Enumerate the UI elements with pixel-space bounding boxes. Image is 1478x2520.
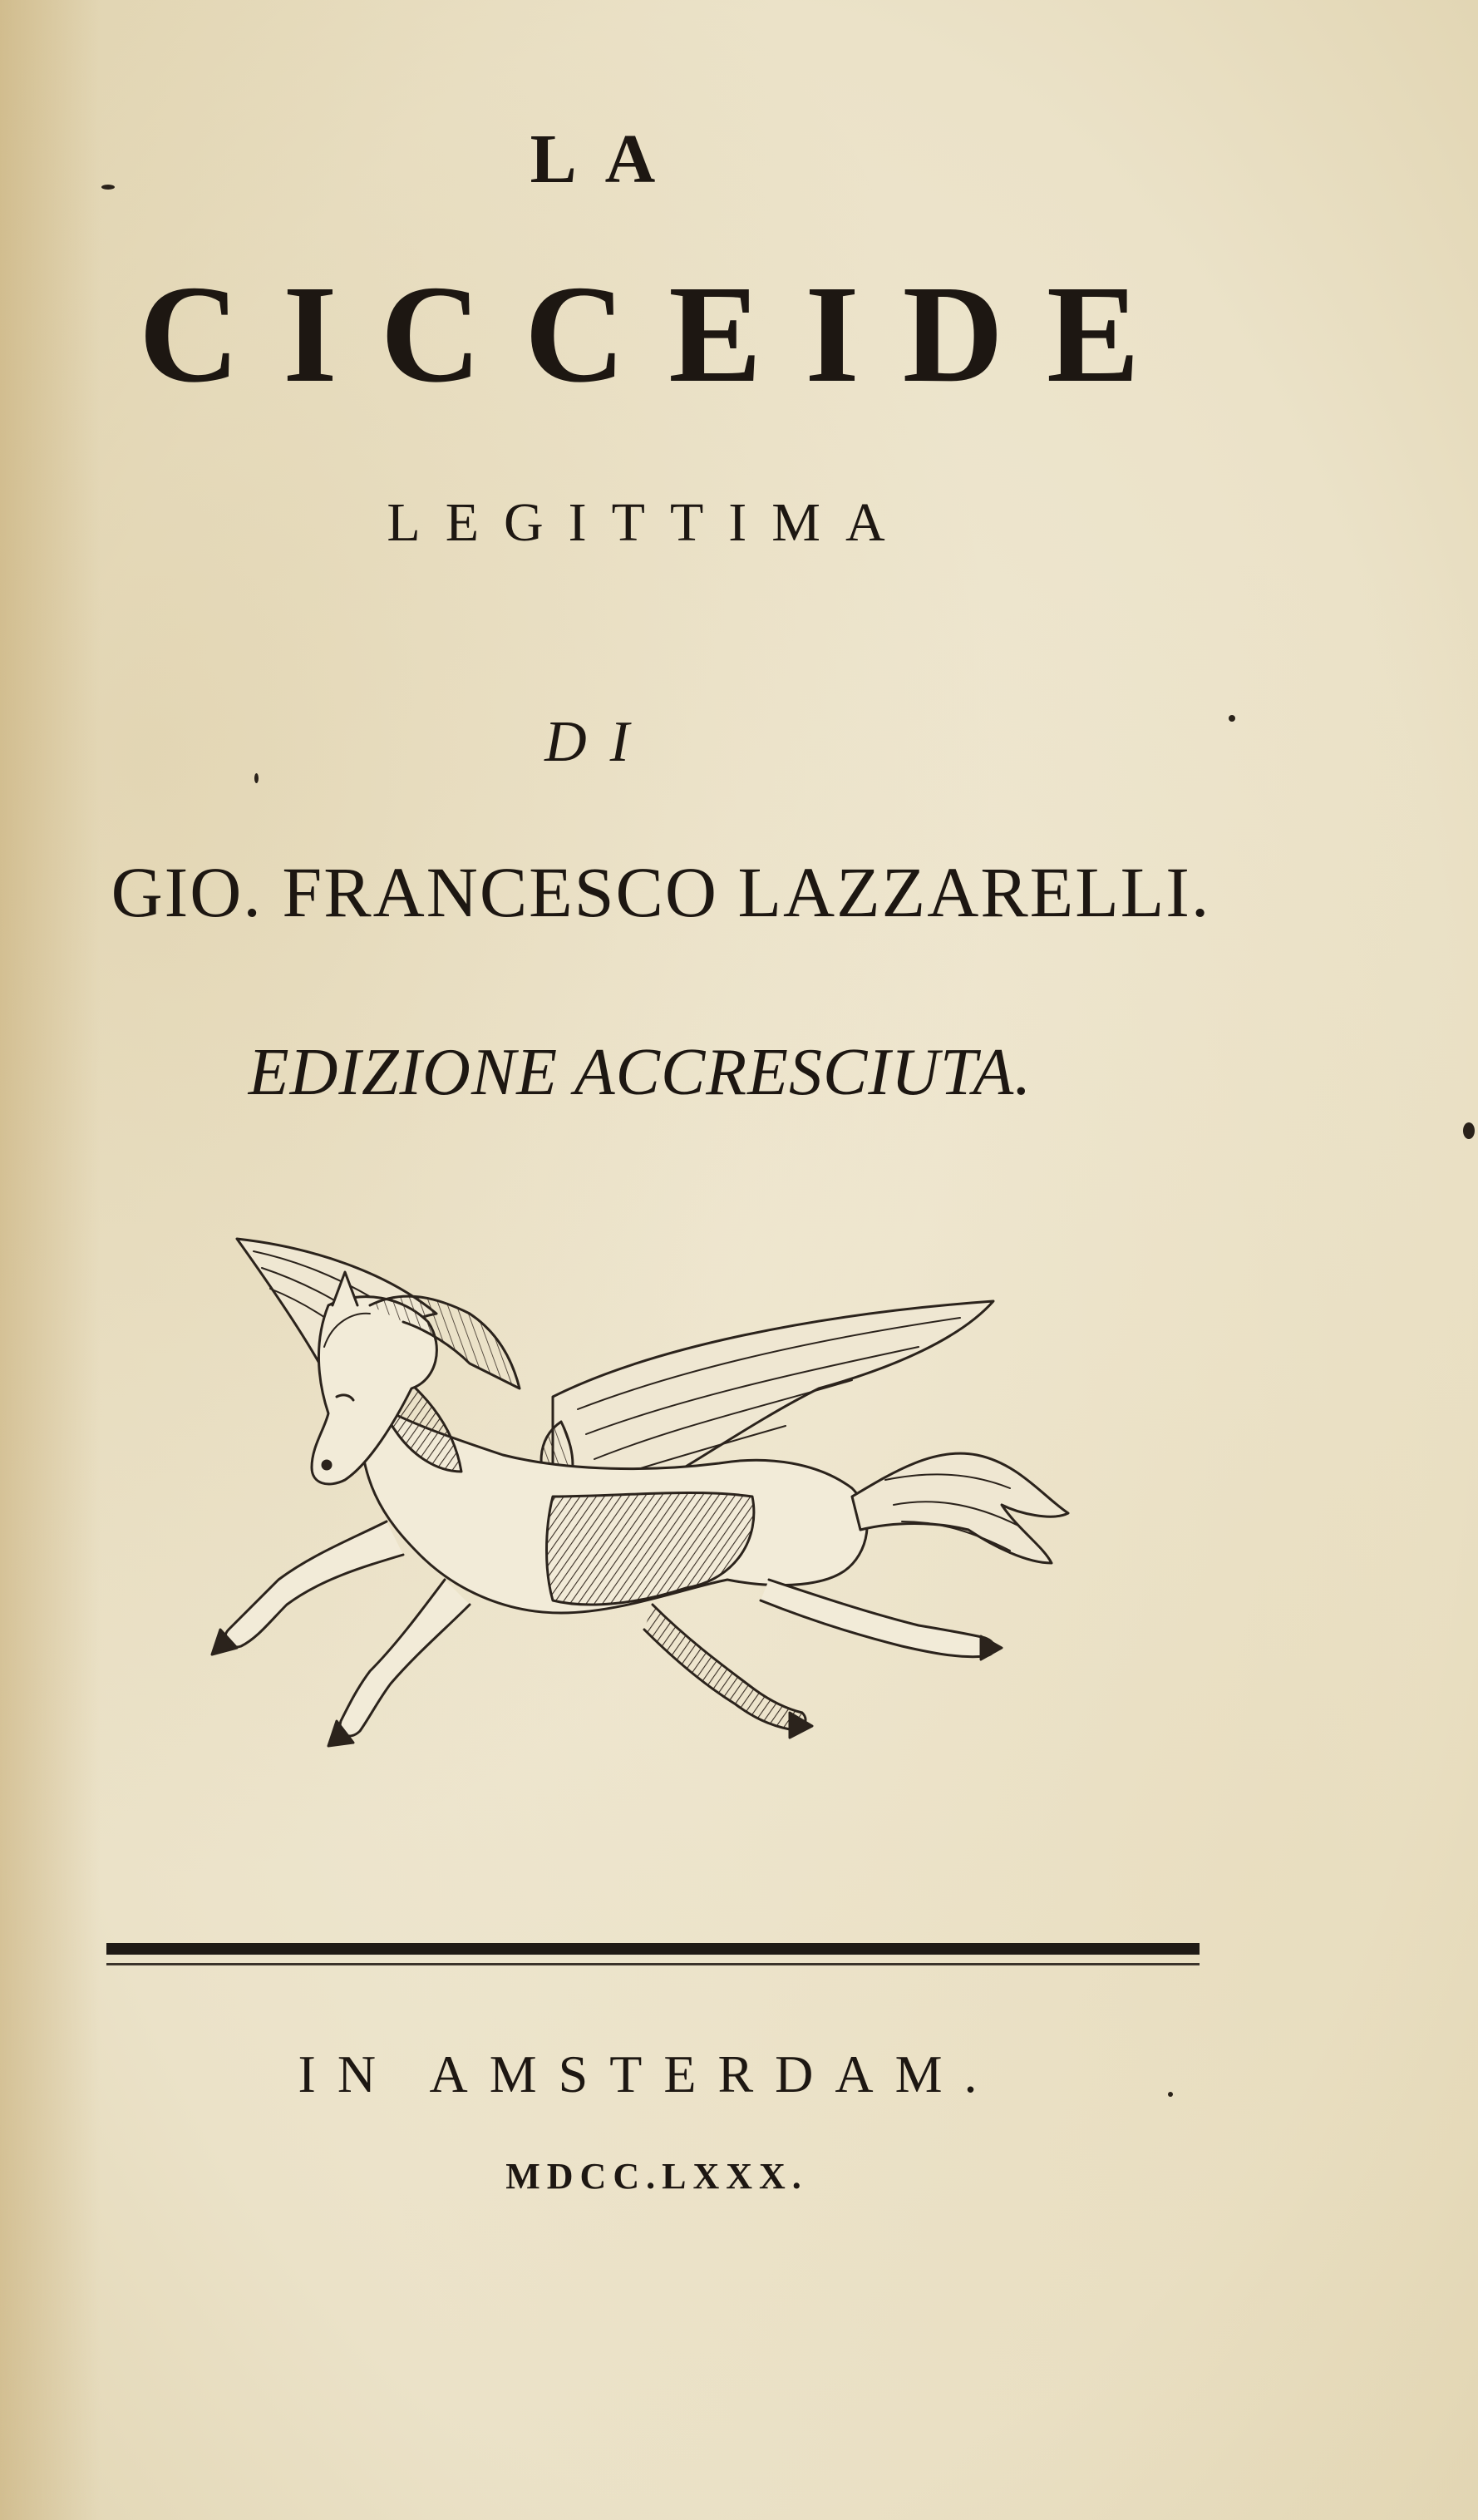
rule-thick — [106, 1943, 1200, 1955]
edition-statement: EDIZIONE ACCRESCIUTA. — [248, 1036, 1032, 1109]
title-article: LA — [530, 121, 684, 198]
imprint-date: MDCC.LXXX. — [505, 2156, 808, 2197]
imprint-place: IN AMSTERDAM. — [298, 2044, 999, 2103]
paper-speck — [101, 185, 115, 190]
byline-preposition: DI — [544, 710, 653, 774]
author-name: GIO. FRANCESCO LAZZARELLI. — [111, 852, 1211, 932]
book-title: CICCEIDE — [138, 257, 1184, 412]
paper-speck — [1168, 2092, 1173, 2097]
paper-speck — [254, 773, 259, 783]
paper-speck — [1229, 715, 1235, 722]
paper-speck — [1463, 1122, 1475, 1139]
rule-thin — [106, 1963, 1200, 1965]
book-subtitle: LEGITTIMA — [387, 492, 910, 553]
winged-horse-pegasus-icon — [187, 1222, 1143, 1804]
